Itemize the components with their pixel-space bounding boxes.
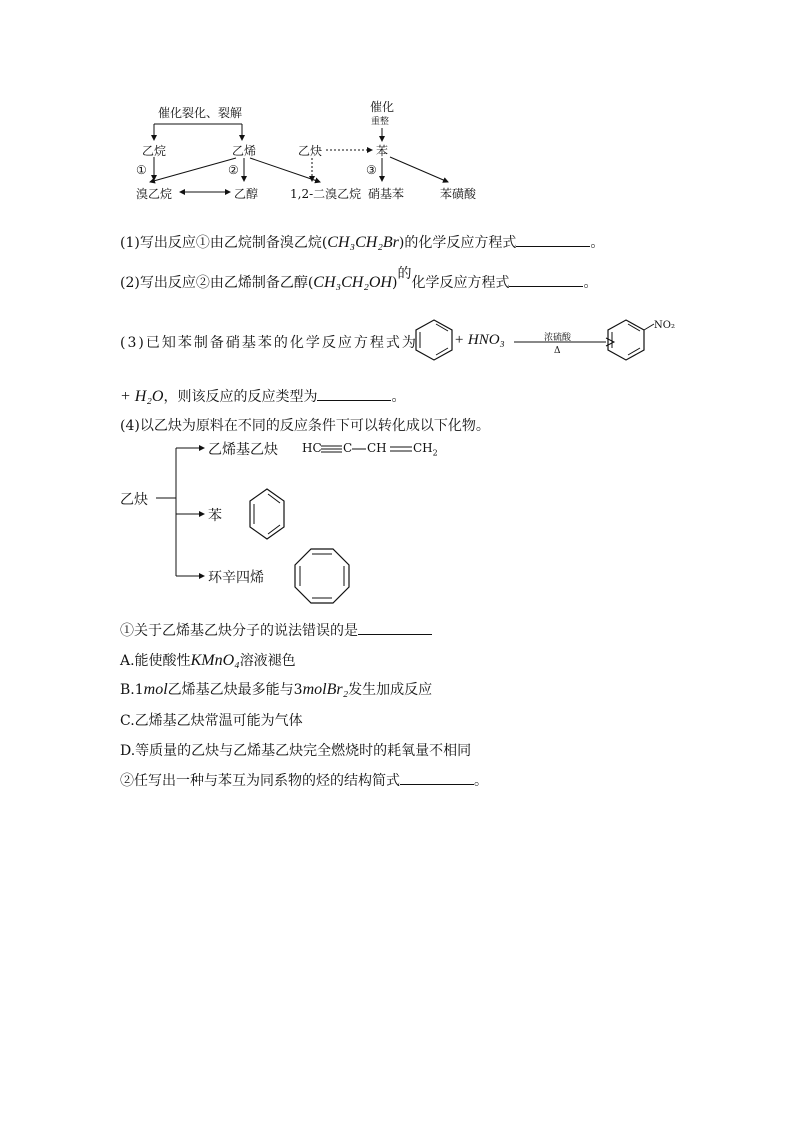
question-2 [120, 266, 598, 292]
q4-sub2 [120, 770, 488, 790]
diagram-bromoethane: 溴乙烷 [136, 187, 173, 201]
question-3-prefix: (3)已知苯制备硝基苯的化学反应方程式为 [120, 335, 418, 351]
q4-sub1-text: ①关于乙烯基乙炔分子的说法错误的是 [120, 623, 358, 639]
q1-end: 。 [590, 235, 605, 251]
benzene-kekule-structure [247, 487, 287, 543]
q3-answer-blank[interactable] [317, 388, 391, 401]
q4-optB-prefix: B.1 [120, 682, 144, 698]
diagram-ethanol: 乙醇 [234, 187, 259, 201]
q4-sub2-end: 。 [474, 773, 488, 789]
question-4-intro: (4)以乙炔为原料在不同的反应条件下可以转化成以下化物。 [120, 418, 490, 434]
q2-answer-blank[interactable] [509, 274, 583, 287]
question-1 [120, 232, 604, 252]
q4-branch3: 环辛四烯 [208, 570, 264, 586]
q1-answer-blank[interactable] [516, 234, 590, 247]
q3-product-group: NO₂ [654, 320, 675, 331]
q3-line2-text: ，则该反应的反应类型为 [163, 389, 318, 405]
q3-reaction-arrow [514, 337, 614, 347]
q4-ch2: $CH_2$ [413, 441, 438, 458]
acetylene-branch-diagram [0, 430, 800, 590]
diagram-dibromoethane: 1,2-二溴乙烷 [290, 187, 362, 201]
q4-optB-mid: 乙烯基乙炔最多能与3 [167, 682, 303, 698]
q4-optB-suffix: 发生加成反应 [348, 682, 433, 698]
q2-suffix: 化学反应方程式 [411, 275, 510, 291]
q4-c: C [343, 441, 353, 455]
q2-prefix: (2)写出反应②由乙烯制备乙醇( [120, 275, 314, 291]
q4-optB-mol: mol [143, 681, 168, 698]
q4-option-c[interactable]: C.乙烯基乙炔常温可能为气体 [120, 713, 303, 729]
q4-ch: CH [367, 441, 387, 455]
diagram-catalysis: 催化 [370, 100, 395, 114]
q1-prefix: (1)写出反应①由乙烷制备溴乙烷( [120, 235, 328, 251]
q4-option-d[interactable]: D.等质量的乙炔与乙烯基乙炔完全燃烧时的耗氧量不相同 [120, 743, 472, 759]
q4-sub1-blank[interactable] [358, 622, 432, 635]
diagram-circle-2: ② [228, 163, 239, 177]
q4-sub2-text: ②任写出一种与苯互为同系物的烃的结构简式 [120, 773, 400, 789]
diagram-benzene: 苯 [376, 144, 389, 158]
q3-reagent: + HNO₃ [454, 332, 505, 348]
diagram-ethane: 乙烷 [142, 144, 167, 158]
diagram-reforming: 重整 [371, 117, 390, 127]
q3-end: 。 [391, 389, 406, 405]
q3-condition-top: 浓硫酸 [544, 333, 572, 343]
q2-formula: CH₃CH₂OH [313, 274, 392, 291]
question-3-line2 [120, 386, 405, 406]
q2-close: ) [391, 275, 398, 291]
q4-branch2: 苯 [208, 508, 222, 524]
q4-optB-formula: molBr₂ [302, 681, 349, 698]
benzene-structure-reactant [414, 318, 454, 362]
q4-optA-formula: KMnO₄ [190, 652, 240, 669]
q2-end: 。 [583, 275, 598, 291]
q4-optA-suffix: 溶液褪色 [239, 653, 296, 669]
q3-condition-bottom: Δ [554, 346, 561, 356]
q2-de: 的 [397, 266, 412, 282]
q4-option-a[interactable] [120, 650, 296, 670]
q4-branch1: 乙烯基乙炔 [208, 442, 278, 458]
q1-formula: CH₃CH₂Br [327, 234, 399, 251]
q4-option-b[interactable] [120, 679, 432, 699]
diagram-top-label: 催化裂化、裂解 [158, 106, 243, 120]
diagram-acetylene: 乙炔 [298, 144, 323, 158]
diagram-ethylene: 乙烯 [232, 144, 257, 158]
q1-suffix: )的化学反应方程式 [398, 235, 517, 251]
diagram-nitrobenzene: 硝基苯 [368, 187, 405, 201]
nitrobenzene-structure [606, 318, 658, 362]
q4-hc: HC [302, 441, 322, 455]
q4-source: 乙炔 [120, 492, 148, 508]
q4-sub1 [120, 620, 432, 640]
diagram-benzenesulfonic: 苯磺酸 [440, 187, 477, 201]
q4-optA-prefix: A.能使酸性 [120, 653, 191, 669]
q3-water: + H₂O [120, 388, 164, 405]
diagram-circle-3: ③ [366, 163, 377, 177]
q4-sub2-blank[interactable] [400, 772, 474, 785]
diagram-circle-1: ① [136, 163, 147, 177]
cyclooctatetraene-structure [292, 547, 352, 607]
